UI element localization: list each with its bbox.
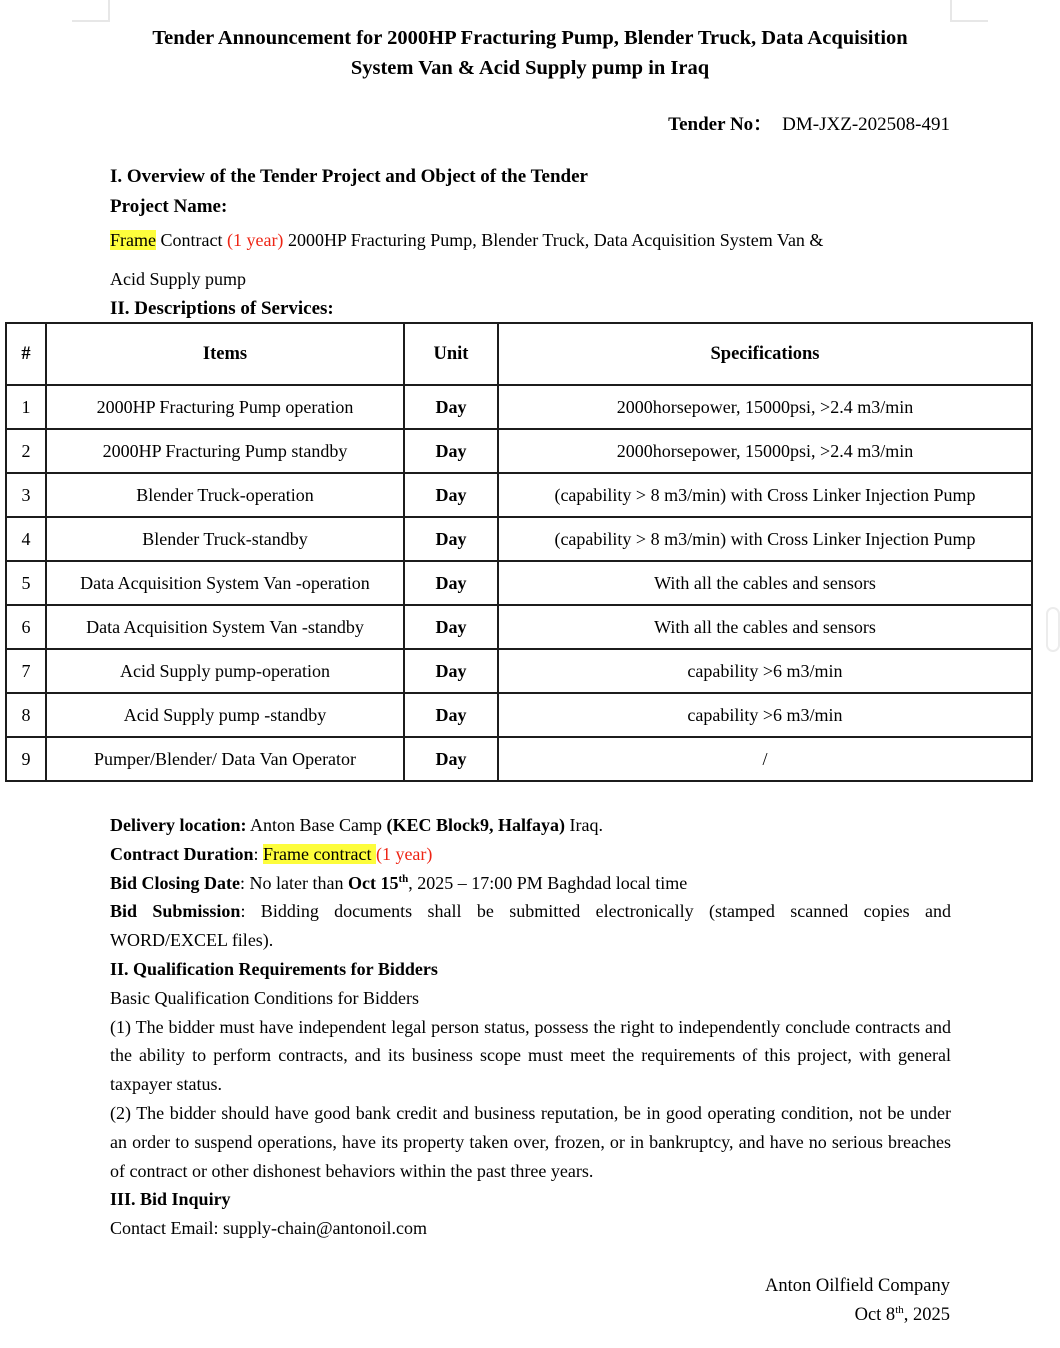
signature-block	[765, 1272, 950, 1330]
row-item: 2000HP Fracturing Pump standby	[46, 429, 404, 473]
row-unit: Day	[404, 605, 498, 649]
row-unit: Day	[404, 473, 498, 517]
tender-number-line	[0, 109, 950, 136]
project-name-mid: Contract	[155, 230, 227, 250]
bid-submission-label: Bid Submission	[110, 901, 241, 922]
row-number: 2	[6, 429, 46, 473]
bid-closing-date-value: Oct 15th	[348, 872, 409, 893]
row-item: Data Acquisition System Van -standby	[46, 605, 404, 649]
row-number: 4	[6, 517, 46, 561]
company-name: Anton Oilfield Company	[765, 1276, 950, 1296]
row-unit: Day	[404, 429, 498, 473]
bid-closing-date-text1: : No later than	[240, 872, 348, 893]
document-title-line2: System Van & Acid Supply pump in Iraq	[350, 57, 710, 79]
page-corner-mark-right	[950, 0, 988, 22]
qualification-item-2: (2) The bidder should have good bank credit and business reputation, be in good operating condition, not be under an order to suspend operations, have its property taken over, frozen, or in bankruptcy, and have no serious breaches of contract or other dishonest behaviors within the past three years.	[110, 1102, 951, 1181]
signature-date: Oct 8th, 2025	[854, 1303, 950, 1325]
bid-inquiry-heading: III. Bid Inquiry	[110, 1189, 231, 1210]
delivery-location-country: Iraq.	[564, 815, 603, 835]
table-row	[6, 561, 1032, 605]
row-spec: With all the cables and sensors	[498, 561, 1032, 605]
row-unit: Day	[404, 517, 498, 561]
services-table	[5, 322, 1033, 782]
row-number: 7	[6, 649, 46, 693]
row-number: 5	[6, 561, 46, 605]
page-corner-mark-left	[72, 0, 110, 22]
ordinal-suffix: th	[895, 1303, 904, 1316]
table-row	[6, 429, 1032, 473]
contract-duration-sep: :	[253, 843, 263, 864]
table-row	[6, 737, 1032, 781]
delivery-location-label: Delivery location:	[110, 815, 247, 835]
row-spec: 2000horsepower, 15000psi, >2.4 m3/min	[498, 385, 1032, 429]
table-row	[6, 649, 1032, 693]
tender-number-value: DM-JXZ-202508-491	[782, 114, 950, 135]
row-unit: Day	[404, 385, 498, 429]
row-item: 2000HP Fracturing Pump operation	[46, 385, 404, 429]
row-number: 6	[6, 605, 46, 649]
contract-duration-line	[110, 840, 951, 869]
row-spec: capability >6 m3/min	[498, 649, 1032, 693]
tender-number-label: Tender No：	[668, 114, 773, 135]
project-name-line1	[110, 230, 823, 251]
project-name-highlight: Frame	[110, 230, 156, 250]
col-header-specifications: Specifications	[498, 323, 1032, 385]
contract-duration-highlight: Frame contract	[263, 843, 376, 864]
row-item: Acid Supply pump-operation	[46, 649, 404, 693]
row-item: Data Acquisition System Van -operation	[46, 561, 404, 605]
row-spec: (capability > 8 m3/min) with Cross Linker Injection Pump	[498, 473, 1032, 517]
project-name-line2: Acid Supply pump	[110, 269, 247, 289]
contract-duration-label: Contract Duration	[110, 843, 254, 864]
row-number: 8	[6, 693, 46, 737]
bid-closing-date-label: Bid Closing Date	[110, 872, 241, 893]
delivery-location-text: Anton Base Camp	[246, 815, 387, 835]
overview-heading: I. Overview of the Tender Project and Object of the Tender	[110, 166, 588, 187]
row-item: Blender Truck-operation	[46, 473, 404, 517]
project-name-rest: 2000HP Fracturing Pump, Blender Truck, Data Acquisition System Van &	[283, 230, 824, 250]
table-row	[6, 385, 1032, 429]
bid-closing-date-line	[110, 869, 951, 898]
row-item: Acid Supply pump -standby	[46, 693, 404, 737]
row-unit: Day	[404, 737, 498, 781]
scrollbar-thumb[interactable]	[1046, 607, 1060, 652]
row-number: 3	[6, 473, 46, 517]
bid-submission-line	[110, 897, 951, 955]
delivery-location-site: (KEC Block9, Halfaya)	[386, 815, 565, 835]
delivery-location-line	[110, 811, 951, 840]
qualification-item-1: (1) The bidder must have independent legal person status, possess the right to independently conclude contracts and the ability to perform contracts, and its business scope must meet the requirements of this project, with general taxpayer status.	[110, 1016, 951, 1095]
row-spec: With all the cables and sensors	[498, 605, 1032, 649]
row-spec: capability >6 m3/min	[498, 693, 1032, 737]
row-unit: Day	[404, 649, 498, 693]
qualification-intro: Basic Qualification Conditions for Bidders	[110, 987, 419, 1008]
project-name-duration: (1 year)	[226, 230, 284, 250]
document-title-line1: Tender Announcement for 2000HP Fracturing Pump, Blender Truck, Data Acquisition	[152, 27, 908, 49]
table-row	[6, 473, 1032, 517]
services-heading: II. Descriptions of Services:	[110, 298, 334, 319]
table-row	[6, 693, 1032, 737]
row-spec: 2000horsepower, 15000psi, >2.4 m3/min	[498, 429, 1032, 473]
row-unit: Day	[404, 561, 498, 605]
row-spec: /	[498, 737, 1032, 781]
row-unit: Day	[404, 693, 498, 737]
qualification-heading: II. Qualification Requirements for Bidders	[110, 958, 438, 979]
row-number: 1	[6, 385, 46, 429]
col-header-number: #	[6, 323, 46, 385]
contract-duration-year: (1 year)	[375, 843, 433, 864]
document-title	[0, 23, 1060, 83]
table-row	[6, 605, 1032, 649]
row-item: Pumper/Blender/ Data Van Operator	[46, 737, 404, 781]
row-number: 9	[6, 737, 46, 781]
row-item: Blender Truck-standby	[46, 517, 404, 561]
bid-submission-text: : Bidding documents shall be submitted electronically (stamped scanned copies and WORD/EXCEL files).	[110, 901, 951, 951]
table-row	[6, 517, 1032, 561]
tender-details	[110, 811, 951, 1243]
row-spec: (capability > 8 m3/min) with Cross Linker Injection Pump	[498, 517, 1032, 561]
bid-closing-date-text2: , 2025 – 17:00 PM Baghdad local time	[408, 872, 688, 893]
project-name-label: Project Name:	[110, 196, 228, 217]
table-header-row	[6, 323, 1032, 385]
col-header-unit: Unit	[404, 323, 498, 385]
ordinal-suffix: th	[398, 872, 409, 885]
contact-email-line: Contact Email: supply-chain@antonoil.com	[110, 1218, 428, 1239]
col-header-items: Items	[46, 323, 404, 385]
